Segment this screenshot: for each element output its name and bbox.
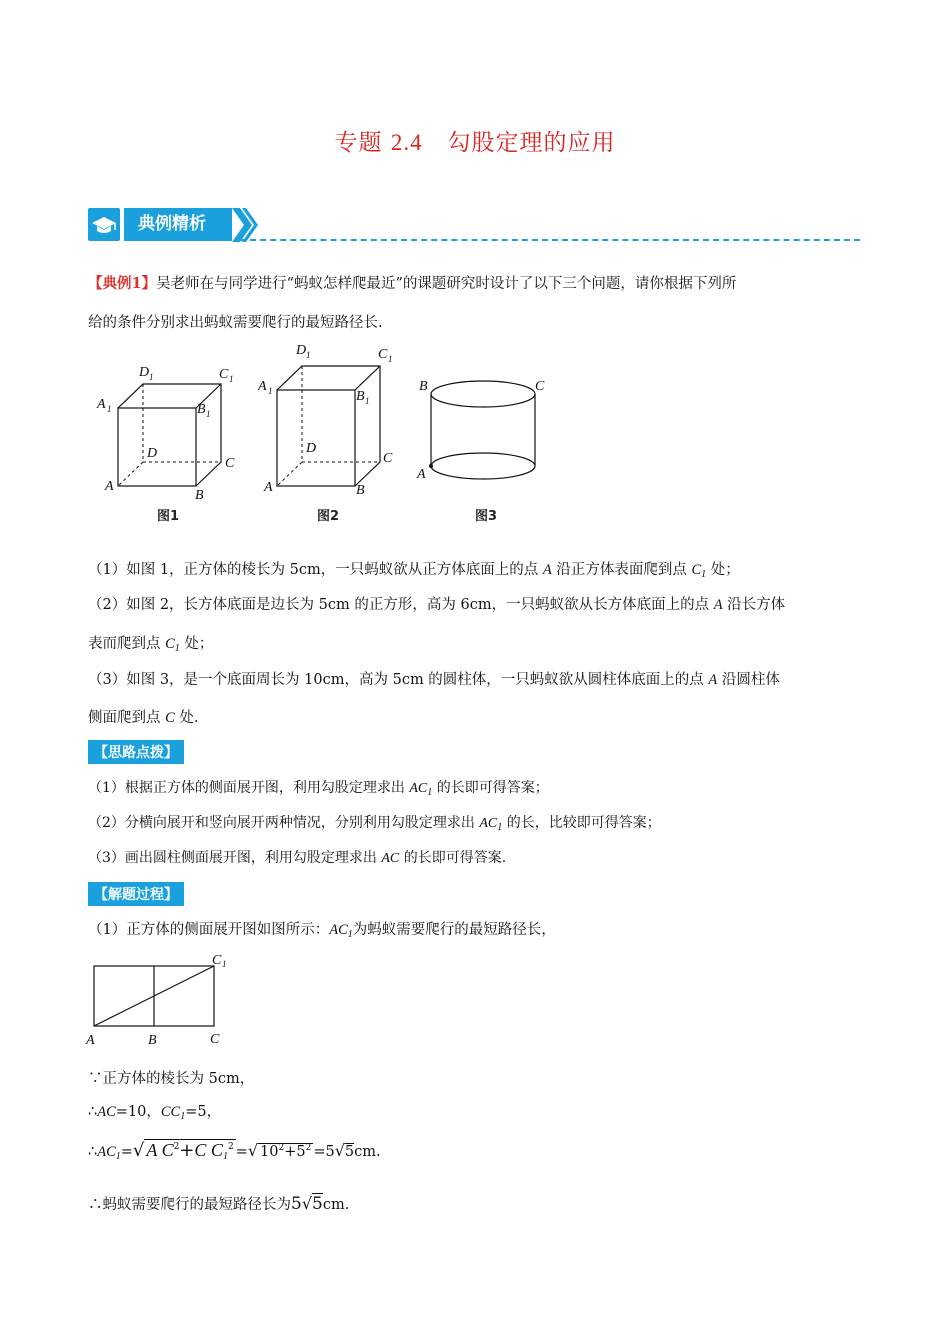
- hint-1: （1）根据正方体的侧面展开图，利用勾股定理求出 $AC_1$ 的长即可得答案；: [88, 780, 549, 798]
- hint-3: （3）画出圆柱侧面展开图，利用勾股定理求出 AC 的长即可得答案.: [88, 850, 507, 866]
- label: C: [210, 1032, 220, 1047]
- label: A: [417, 467, 426, 482]
- svg-text:1: 1: [229, 374, 234, 384]
- label: C: [219, 367, 229, 382]
- sqrt-icon: √: [132, 1140, 145, 1161]
- question-2-line-2: 表而爬到点 $C_1$ 处；: [88, 636, 214, 654]
- svg-text:1: 1: [107, 404, 112, 414]
- solution-tag: 【解题过程】: [88, 882, 184, 906]
- svg-text:1: 1: [365, 396, 370, 406]
- label: C: [212, 953, 222, 968]
- sqrt-icon: √: [301, 1194, 313, 1213]
- hint-2: （2）分横向展开和竖向展开两种情况，分别利用勾股定理求出 $AC_1$ 的长，比较即可得答案；: [88, 815, 661, 833]
- figure-3-caption: 图3: [475, 509, 498, 524]
- hint-tag: 【思路点拨】: [88, 740, 184, 764]
- sqrt-icon: √: [247, 1141, 259, 1160]
- banner-icon-box: [88, 208, 120, 241]
- svg-text:1: 1: [306, 350, 311, 360]
- label: D: [139, 365, 150, 380]
- label: D: [147, 446, 158, 461]
- page-title: 专题 2.4 勾股定理的应用: [334, 130, 616, 156]
- svg-text:1: 1: [268, 386, 273, 396]
- label: D: [296, 343, 307, 358]
- svg-text:1: 1: [149, 372, 154, 382]
- label: D: [306, 441, 317, 456]
- label: C: [225, 456, 235, 471]
- label: B: [148, 1033, 157, 1048]
- label: C: [378, 347, 388, 362]
- solution-line-3: ∴AC=10，$CC_1=5$，: [88, 1104, 222, 1122]
- figure-3-cylinder: [415, 370, 550, 490]
- label: B: [356, 389, 365, 404]
- section-tag: 典例精析: [124, 208, 232, 241]
- figure-2-caption: 图2: [317, 509, 340, 524]
- label: B: [419, 379, 428, 394]
- label: C: [383, 451, 393, 466]
- solution-formula: $\therefore AC_1=√$ A $C^2+C$ $C_1^2$ =√ $10^2+5^2 =5√5cm$.: [88, 1140, 381, 1162]
- question-3-line-2: 侧面爬到点 C 处.: [88, 710, 199, 726]
- chevron-right-icon: [230, 208, 260, 242]
- question-1: （1）如图 1，正方体的棱长为 5cm，一只蚂蚁欲从正方体底面上的点 A 沿正方体表面爬到点 $C_1$ 处；: [88, 562, 740, 580]
- example-line-1: 【典例1】吴老师在与同学进行“蚂蚁怎样爬最近”的课题研究时设计了以下三个问题，请你根据下列所: [88, 275, 737, 292]
- solution-line-1: （1）正方体的侧面展开图如图所示：$AC_1$为蚂蚁需要爬行的最短路径长，: [88, 922, 556, 940]
- example-tag: 【典例1】: [88, 275, 157, 292]
- question-3-line-1: （3）如图 3，是一个底面周长为 10cm，高为 5cm 的圆柱体，一只蚂蚁欲从圆柱体底面上的点 A 沿圆柱体: [88, 672, 780, 688]
- label: A: [258, 379, 267, 394]
- label: A: [264, 480, 273, 495]
- graduation-cap-icon: [88, 208, 120, 241]
- question-2-line-1: （2）如图 2，长方体底面是边长为 5cm 的正方形，高为 6cm，一只蚂蚁欲从长方体底面上的点 A 沿长方体: [88, 597, 786, 613]
- label: B: [197, 402, 206, 417]
- label: B: [195, 488, 204, 500]
- sqrt-icon: √: [334, 1141, 345, 1160]
- solution-line-2: ∵正方体的棱长为 5cm，: [88, 1071, 255, 1087]
- example-line-2: 给的条件分别求出蚂蚁需要爬行的最短路径长.: [88, 315, 383, 331]
- section-divider: [240, 239, 860, 241]
- label: B: [356, 483, 365, 498]
- cube-net-diagram: [82, 950, 242, 1050]
- figure-1-caption: 图1: [157, 509, 180, 524]
- figure-2-cuboid: [258, 340, 408, 500]
- label: C: [535, 379, 545, 394]
- svg-text:1: 1: [206, 409, 211, 419]
- svg-text:1: 1: [388, 354, 393, 364]
- label: A: [86, 1033, 95, 1048]
- label: A: [105, 479, 114, 494]
- figure-1-cube: [95, 360, 255, 500]
- svg-text:1: 1: [222, 959, 227, 969]
- label: A: [97, 397, 106, 412]
- solution-conclusion: ∴蚂蚁需要爬行的最短路径长为5√5cm.: [88, 1194, 350, 1214]
